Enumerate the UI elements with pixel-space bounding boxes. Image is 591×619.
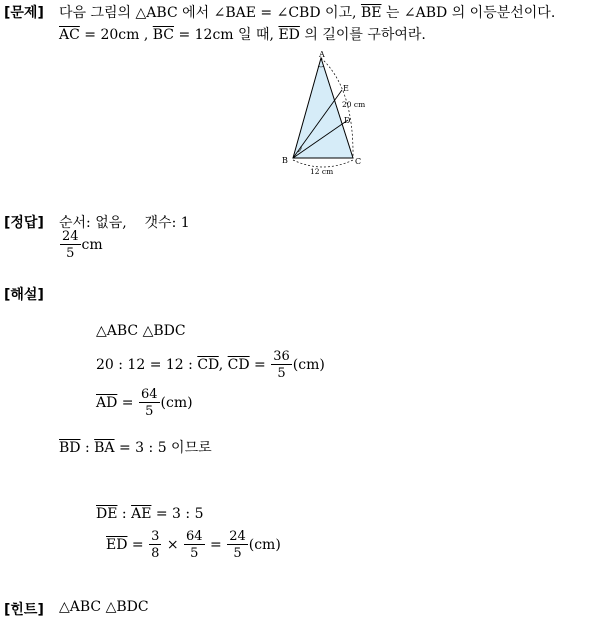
equals-2: =	[205, 537, 227, 553]
explanation-tag: [해설]	[4, 287, 44, 303]
explanation-bd-line	[59, 437, 212, 457]
answer-unit: cm	[81, 237, 103, 253]
equals: =	[249, 357, 271, 373]
problem-text-run: 의 길이를 구하여라.	[299, 27, 426, 43]
label-e: E	[343, 84, 349, 93]
answer-tag: [정답]	[4, 215, 44, 231]
problem-line-2-text	[59, 27, 426, 43]
label-a: A	[319, 50, 325, 59]
f2-denominator: 5	[190, 546, 199, 561]
cd-denominator: 5	[277, 366, 286, 381]
answer-numerator: 24	[62, 229, 79, 244]
bd-colon: :	[80, 440, 95, 456]
ad-equals: =	[117, 395, 138, 411]
explanation-similar: △ABC △BDC	[96, 323, 186, 339]
answer-order: 순서: 없음,	[59, 215, 127, 231]
answer-value	[59, 230, 103, 260]
problem-tag: [문제]	[4, 5, 44, 21]
fraction-24-5	[227, 530, 248, 560]
fraction-3-8	[149, 530, 161, 560]
problem-line-1-text	[59, 5, 555, 21]
segment-ac: $\overline{AC}$	[59, 27, 80, 43]
segment-bc: $\overline{BC}$	[152, 27, 175, 43]
de-colon: :	[117, 506, 132, 522]
f3-numerator: 24	[229, 529, 246, 544]
explanation-de-line	[96, 506, 203, 522]
bd-ratio-text: = 3 : 5 이므로	[114, 440, 212, 456]
times-sign: ×	[162, 537, 184, 553]
cd-unit: (cm)	[292, 357, 325, 373]
answer-fraction	[60, 230, 81, 260]
label-d: D	[344, 116, 351, 125]
segment-ad: $\overline{AD}$	[96, 395, 118, 411]
segment-cd: $\overline{CD}$	[197, 357, 219, 373]
hint-text: △ABC △BDC	[59, 599, 149, 615]
label-b: B	[282, 156, 288, 165]
segment-ba: $\overline{BA}$	[94, 440, 115, 456]
label-ac-length: 20 cm	[342, 100, 366, 109]
bc-brace	[293, 160, 353, 167]
problem-line-2	[59, 24, 426, 44]
segment-ae: $\overline{AE}$	[131, 506, 152, 522]
segment-de: $\overline{DE}$	[96, 506, 118, 522]
ratio-left: 20 : 12 = 12 :	[96, 357, 198, 373]
label-c: C	[355, 157, 362, 166]
segment-ed: $\overline{ED}$	[106, 537, 128, 553]
ed-equals: =	[127, 537, 149, 553]
problem-text-run: = 20cm ,	[79, 27, 153, 43]
problem-text-run: = 12cm 일 때,	[174, 27, 279, 43]
comma: ,	[218, 357, 228, 373]
ad-denominator: 5	[145, 404, 154, 419]
f3-denominator: 5	[233, 546, 242, 561]
ed-unit: (cm)	[248, 537, 281, 553]
f1-numerator: 3	[151, 529, 160, 544]
explanation-ed-line	[106, 530, 281, 560]
f2-numerator: 64	[186, 529, 203, 544]
answer-count: 갯수: 1	[144, 215, 190, 231]
problem-line-1	[59, 2, 555, 22]
explanation-cd-line	[96, 350, 325, 380]
segment-be: $\overline{BE}$	[360, 5, 382, 21]
triangle-figure	[276, 48, 376, 176]
problem-text-run: 는 ∠ABD 의 이등분선이다.	[381, 5, 556, 21]
cd-fraction	[271, 350, 292, 380]
de-ratio-text: = 3 : 5	[151, 506, 204, 522]
label-bc-length: 12 cm	[310, 167, 334, 176]
answer-meta	[59, 212, 190, 232]
ad-fraction	[139, 388, 160, 418]
answer-denominator: 5	[66, 246, 75, 261]
segment-bd: $\overline{BD}$	[59, 440, 81, 456]
cd-numerator: 36	[273, 349, 290, 364]
ad-unit: (cm)	[160, 395, 193, 411]
hint-tag: [힌트]	[4, 602, 44, 618]
fraction-64-5	[184, 530, 205, 560]
f1-denominator: 8	[151, 546, 160, 561]
explanation-ad-line	[96, 388, 193, 418]
problem-text-run: 다음 그림의 △ABC 에서 ∠BAE = ∠CBD 이고,	[59, 5, 361, 21]
segment-ed: $\overline{ED}$	[278, 27, 300, 43]
ad-numerator: 64	[140, 387, 158, 402]
segment-cd-2: $\overline{CD}$	[227, 357, 250, 373]
